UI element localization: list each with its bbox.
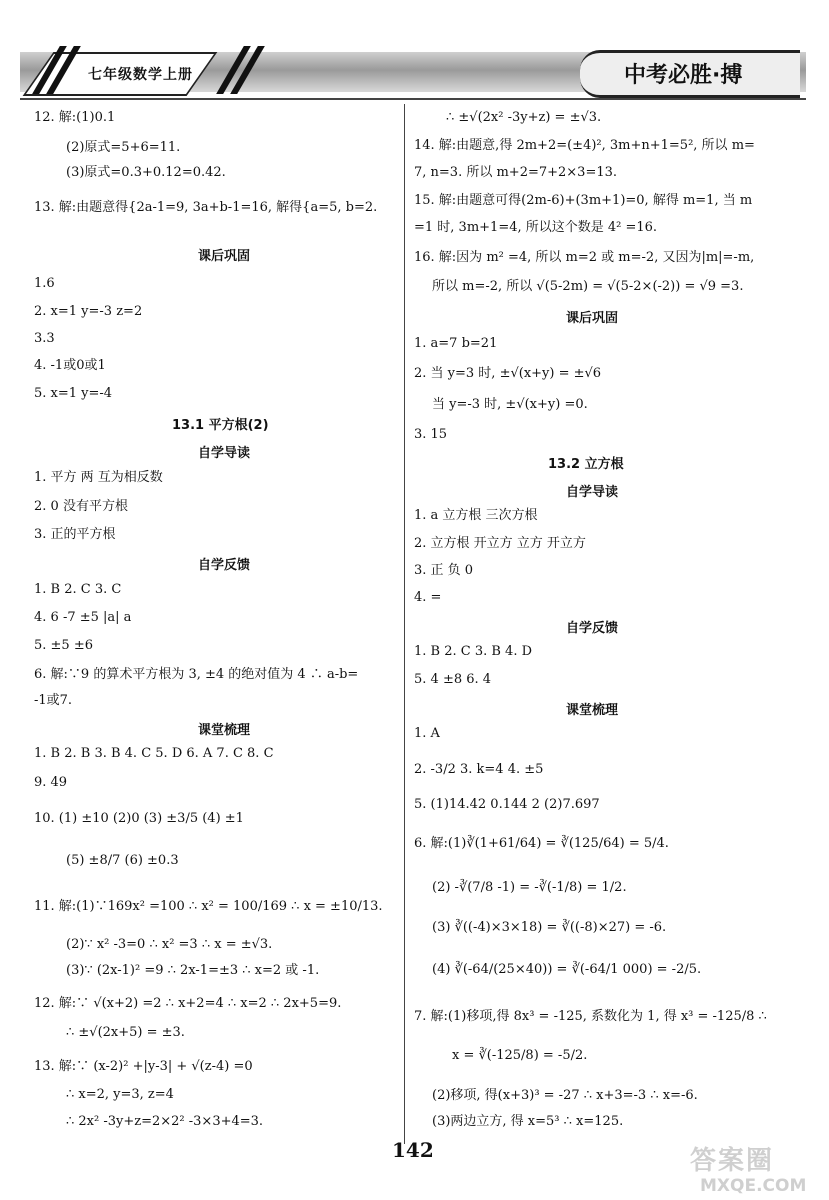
answer-line: (2)原式=5+6=11. xyxy=(66,140,181,155)
answer-line: 2. 0 没有平方根 xyxy=(34,499,128,514)
answer-line: (3)∵ (2x-1)² =9 ∴ 2x-1=±3 ∴ x=2 或 -1. xyxy=(66,963,320,978)
answer-line: 2. 当 y=3 时, ±√(x+y) = ±√6 xyxy=(414,366,602,381)
answer-line: 14. 解:由题意,得 2m+2=(±4)², 3m+n+1=5², 所以 m= xyxy=(414,138,755,153)
header-left-title: 七年级数学上册 xyxy=(88,67,193,83)
answer-line: 4. = xyxy=(414,590,442,605)
answer-line: 11. 解:(1)∵169x² =100 ∴ x² = 100/169 ∴ x = ±10/13. xyxy=(34,899,383,914)
answer-line: 1. B 2. C 3. C xyxy=(34,582,122,597)
section-title: 13.1 平方根(2) xyxy=(172,418,269,433)
section-heading: 自学导读 xyxy=(566,485,619,500)
answer-line: 7. 解:(1)移项,得 8x³ = -125, 系数化为 1, 得 x³ = -125/8 ∴ xyxy=(414,1009,767,1024)
answer-line: 13. 解:∵ (x-2)² +|y-3| + √(z-4) =0 xyxy=(34,1059,253,1074)
answer-line: 5. (1)14.42 0.144 2 (2)7.697 xyxy=(414,797,600,812)
answer-line: ∴ ±√(2x² -3y+z) = ±√3. xyxy=(446,110,602,125)
answer-line: 4. -1或0或1 xyxy=(34,358,106,373)
answer-line: (2)移项, 得(x+3)³ = -27 ∴ x+3=-3 ∴ x=-6. xyxy=(432,1088,698,1103)
answer-line: 1. a=7 b=21 xyxy=(414,336,498,351)
answer-line: (4) ∛(-64/(25×40)) = ∛(-64/1 000) = -2/5. xyxy=(432,962,702,977)
answer-line: 10. (1) ±10 (2)0 (3) ±3/5 (4) ±1 xyxy=(34,811,244,826)
answer-line: 5. ±5 ±6 xyxy=(34,638,93,653)
column-divider xyxy=(404,104,405,1144)
header-rule xyxy=(20,98,806,100)
answer-line: x = ∛(-125/8) = -5/2. xyxy=(452,1048,588,1063)
answer-line: 12. 解:∵ √(x+2) =2 ∴ x+2=4 ∴ x=2 ∴ 2x+5=9. xyxy=(34,996,342,1011)
answer-line: 所以 m=-2, 所以 √(5-2m) = √(5-2×(-2)) = √9 =3. xyxy=(432,279,744,294)
answer-line: ∴ x=2, y=3, z=4 xyxy=(66,1087,174,1102)
answer-line: (5) ±8/7 (6) ±0.3 xyxy=(66,853,179,868)
watermark-url: MXQE.COM xyxy=(700,1176,807,1196)
answer-line: 7, n=3. 所以 m+2=7+2×3=13. xyxy=(414,165,618,180)
watermark-logo: 答案圈 xyxy=(690,1146,775,1176)
answer-line: 当 y=-3 时, ±√(x+y) =0. xyxy=(432,397,588,412)
page-header xyxy=(20,40,806,102)
answer-line: 9. 49 xyxy=(34,775,68,790)
answer-line: 3. 正 负 0 xyxy=(414,563,474,578)
answer-line: (2) -∛(7/8 -1) = -∛(-1/8) = 1/2. xyxy=(432,880,627,895)
answer-line: 3.3 xyxy=(34,331,55,346)
answer-line: -1或7. xyxy=(34,693,73,708)
section-heading: 课后巩固 xyxy=(198,249,251,264)
answer-line: (3)原式=0.3+0.12=0.42. xyxy=(66,165,226,180)
answer-line: 3. 正的平方根 xyxy=(34,527,116,542)
answer-line: 1. a 立方根 三次方根 xyxy=(414,508,538,523)
section-heading: 自学反馈 xyxy=(566,621,619,636)
page-number: 142 xyxy=(392,1138,434,1162)
answer-line: 2. -3/2 3. k=4 4. ±5 xyxy=(414,762,544,777)
section-heading: 自学导读 xyxy=(198,446,251,461)
answer-line: 6. 解:(1)∛(1+61/64) = ∛(125/64) = 5/4. xyxy=(414,836,669,851)
answer-line: 5. x=1 y=-4 xyxy=(34,386,113,401)
section-heading: 自学反馈 xyxy=(198,558,251,573)
section-heading: 课堂梳理 xyxy=(566,703,619,718)
answer-line: 15. 解:由题意可得(2m-6)+(3m+1)=0, 解得 m=1, 当 m xyxy=(414,193,753,208)
answer-line: ∴ ±√(2x+5) = ±3. xyxy=(66,1025,185,1040)
answer-line: (2)∵ x² -3=0 ∴ x² =3 ∴ x = ±√3. xyxy=(66,937,273,952)
answer-line: (3) ∛((-4)×3×18) = ∛((-8)×27) = -6. xyxy=(432,920,667,935)
answer-line: 4. 6 -7 ±5 |a| a xyxy=(34,610,132,625)
answer-line: 1. 平方 两 互为相反数 xyxy=(34,470,163,485)
answer-line: 1. B 2. B 3. B 4. C 5. D 6. A 7. C 8. C xyxy=(34,746,274,761)
section-title: 13.2 立方根 xyxy=(548,457,624,472)
answer-line: 1.6 xyxy=(34,276,55,291)
section-heading: 课堂梳理 xyxy=(198,723,251,738)
answer-line: ∴ 2x² -3y+z=2×2² -3×3+4=3. xyxy=(66,1114,264,1129)
answer-line: 13. 解:由题意得{2a-1=9, 3a+b-1=16, 解得{a=5, b=2. xyxy=(34,200,378,215)
section-heading: 课后巩固 xyxy=(566,311,619,326)
answer-line: 5. 4 ±8 6. 4 xyxy=(414,672,492,687)
answer-line: =1 时, 3m+1=4, 所以这个数是 4² =16. xyxy=(414,220,658,235)
answer-line: 1. B 2. C 3. B 4. D xyxy=(414,644,533,659)
answer-line: 6. 解:∵9 的算术平方根为 3, ±4 的绝对值为 4 ∴ a-b= xyxy=(34,667,359,682)
header-right-title: 中考必胜·搏 xyxy=(624,63,743,88)
answer-line: 16. 解:因为 m² =4, 所以 m=2 或 m=-2, 又因为|m|=-m, xyxy=(414,250,755,265)
answer-line: (3)两边立方, 得 x=5³ ∴ x=125. xyxy=(432,1114,624,1129)
answer-line: 12. 解:(1)0.1 xyxy=(34,110,116,125)
answer-line: 2. 立方根 开立方 立方 开立方 xyxy=(414,536,586,551)
answer-line: 3. 15 xyxy=(414,427,448,442)
answer-line: 2. x=1 y=-3 z=2 xyxy=(34,304,143,319)
answer-line: 1. A xyxy=(414,726,440,741)
